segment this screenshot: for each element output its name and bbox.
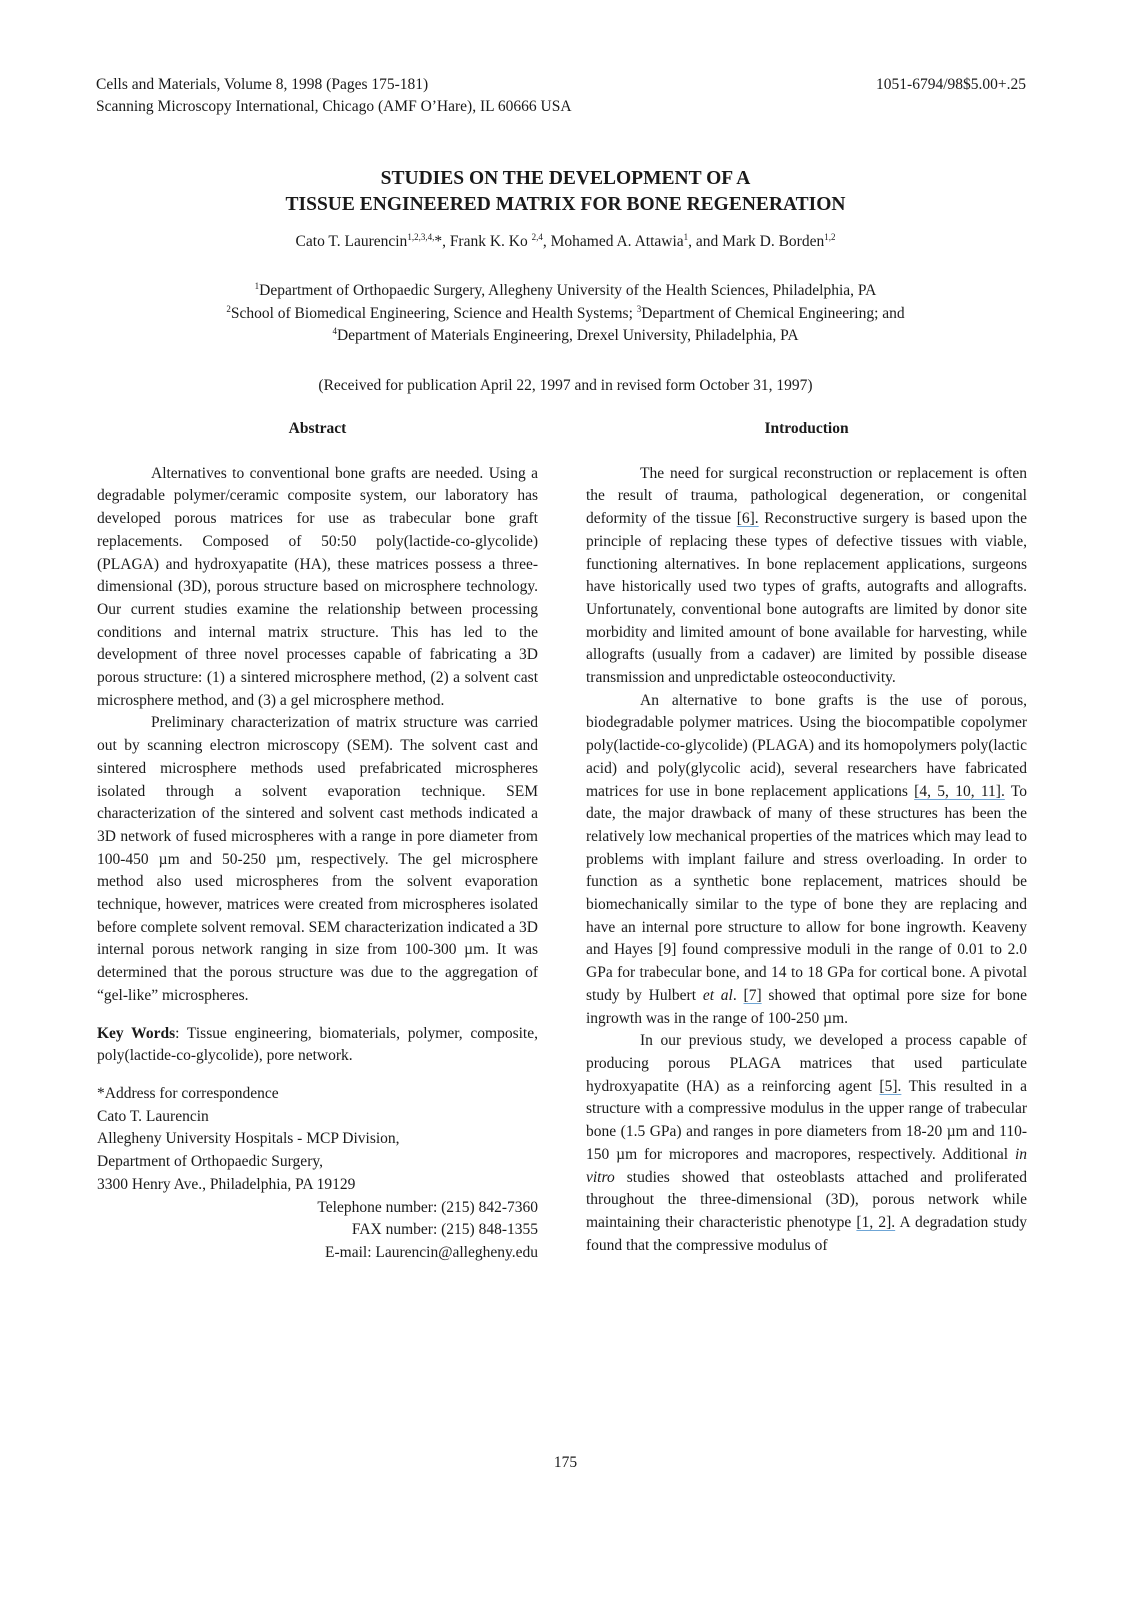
citation-link[interactable]: [6]. [736, 510, 759, 528]
author-affiliation-mark: 1,2 [824, 231, 836, 242]
paper-title [0, 166, 1131, 218]
correspondence-phone: Telephone number: (215) 842-7360 [317, 1198, 538, 1216]
introduction-paragraph-2: An alternative to bone grafts is the use of porous, biodegradable polymer matrices. Using the biocompatible copolymer poly(lactide-co-glycolide) (PLAGA) and its homopolymers poly(lactic acid) and poly(glycolic acid), several researchers have fabricated matrices for use in bone replacement applications [4, 5, 10, 11]. To date, the major drawback of many of these structures has been the relatively low mechanical properties of the matrices which may lead to problems with implant failure and stress overloading. In order to function as a synthetic bone replacement, matrices should be biomechanically similar to the type of bone they are replacing and have an internal pore structure to allow for bone ingrowth. Keaveny and Hayes [9] found compressive moduli in the range of 0.01 to 2.0 GPa for trabecular bone, and 14 to 18 GPa for cortical bone. A pivotal study by Hulbert et al. [7] showed that optimal pore size for bone ingrowth was in the range of 100-250 µm. [586, 691, 1027, 1027]
author-affiliation-mark: 1 [683, 231, 689, 242]
citation-link[interactable]: [7] [743, 986, 762, 1004]
author-separator: , [542, 233, 551, 250]
title-line-2: TISSUE ENGINEERED MATRIX FOR BONE REGENERATION [285, 194, 846, 215]
correspondence-institution: Allegheny University Hospitals - MCP Division, [97, 1130, 400, 1148]
author-separator: , and [688, 233, 723, 250]
keywords-text: : Tissue engineering, biomaterials, polymer, composite, poly(lactide-co-glycolide), pore network. [97, 1024, 538, 1065]
affiliation-4: $^4$Department of Materials Engineering, Drexel University, Philadelphia, PA [332, 325, 799, 344]
journal-header [96, 74, 1026, 118]
keywords-label: Key Words [97, 1024, 176, 1042]
correspondence-fax: FAX number: (215) 848-1355 [351, 1221, 538, 1239]
introduction-heading: Introduction [764, 420, 849, 437]
author-separator: *, [434, 233, 450, 250]
title-line-1: STUDIES ON THE DEVELOPMENT OF A [380, 168, 751, 189]
keywords [97, 1023, 538, 1068]
citation-link[interactable]: [4, 5, 10, 11]. [914, 782, 1005, 800]
author-affiliation-mark: 2,4 [531, 231, 543, 242]
journal-citation: Cells and Materials, Volume 8, 1998 (Pages 175-181) [96, 76, 429, 93]
citation-link[interactable]: [5]. [879, 1077, 902, 1095]
abstract-heading: Abstract [288, 420, 347, 437]
correspondence-name: Cato T. Laurencin [97, 1107, 209, 1125]
page-number: 175 [553, 1454, 578, 1471]
right-column [586, 418, 1027, 1257]
author-list [0, 233, 1131, 251]
author-name: Mark D. Borden [722, 233, 825, 250]
correspondence-heading: *Address for correspondence [97, 1084, 279, 1102]
affiliation-2-3: $^2$School of Biomedical Engineering, Science and Health Systems; $^3$Department of Chemical Engineering; and [226, 303, 905, 322]
received-date: (Received for publication April 22, 1997 and in revised form October 31, 1997) [318, 377, 813, 394]
affiliations [0, 280, 1131, 348]
affiliation-1: $^1$Department of Orthopaedic Surgery, Allegheny University of the Health Sciences, Philadelphia, PA [254, 280, 877, 299]
introduction-paragraph-1: The need for surgical reconstruction or replacement is often the result of trauma, pathological degeneration, or congenital deformity of the tissue [6]. Reconstructive surgery is based upon the principle of replacing these types of defective tissues with viable, functioning alternatives. In bone replacement applications, surgeons have historically used two types of grafts, autografts and allografts. Unfortunately, conventional bone autografts are limited by donor site morbidity and limited amount of bone available for harvesting, while allografts (usually from a cadaver) are limited by possible disease transmission and unpredictable osteoconductivity. [586, 464, 1027, 687]
correspondence-email: E-mail: Laurencin@allegheny.edu [325, 1243, 538, 1261]
introduction-paragraph-3: In our previous study, we developed a process capable of producing porous PLAGA matrices that used particulate hydroxyapatite (HA) as a reinforcing agent [5]. This resulted in a structure with a compressive modulus in the upper range of trabecular bone (1.5 GPa) and ranges in pore diameters from 18-20 µm and 110-150 µm for micropores and macropores, respectively. Additional in vitro studies showed that osteoblasts attached and proliferated throughout the three-dimensional (3D), porous network while maintaining their characteristic phenotype [1, 2]. A degradation study found that the compressive modulus of [586, 1032, 1028, 1254]
journal-publisher: Scanning Microscopy International, Chicago (AMF O’Hare), IL 60666 USA [96, 98, 572, 115]
journal-issn: 1051-6794/98$5.00+.25 [876, 76, 1026, 93]
author-name: Cato T. Laurencin [295, 233, 408, 250]
correspondence-street: 3300 Henry Ave., Philadelphia, PA 19129 [97, 1175, 356, 1193]
author-name: Frank K. Ko [449, 233, 532, 250]
citation-link[interactable]: [1, 2]. [856, 1213, 896, 1231]
abstract-paragraph-2: Preliminary characterization of matrix structure was carried out by scanning electron microscopy (SEM). The solvent cast and sintered microsphere methods used prefabricated microspheres isolated through a solvent evaporation technique. SEM characterization of the sintered and solvent cast methods indicated a 3D network of fused microspheres with a range in pore diameter from 100-450 µm and 50-250 µm, respectively. The gel microsphere method also used microspheres from the solvent evaporation technique, however, matrices were created from microspheres isolated before complete solvent removal. SEM characterization indicated a 3D internal porous network ranging in size from 100-300 µm. It was determined that the porous structure was due to the aggregation of “gel-like” microspheres. [97, 714, 538, 1004]
correspondence-address [97, 1083, 538, 1265]
author-affiliation-mark: 1,2,3,4, [407, 231, 435, 242]
abstract-paragraph-1: Alternatives to conventional bone grafts are needed. Using a degradable polymer/ceramic composite system, our laboratory has developed porous matrices for use as trabecular bone graft replacements. Composed of 50:50 poly(lactide-co-glycolide) (PLAGA) and hydroxyapatite (HA), these matrices possess a three-dimensional (3D), porous structure based on microsphere technology. Our current studies examine the relationship between processing conditions and internal matrix structure. This has led to the development of three novel processes capable of fabricating a 3D porous structure: (1) a sintered microsphere method, (2) a solvent cast microsphere method, and (3) a gel microsphere method. [97, 464, 538, 709]
correspondence-department: Department of Orthopaedic Surgery, [97, 1153, 323, 1171]
author-name: Mohamed A. Attawia [550, 233, 684, 250]
left-column [97, 418, 538, 1265]
